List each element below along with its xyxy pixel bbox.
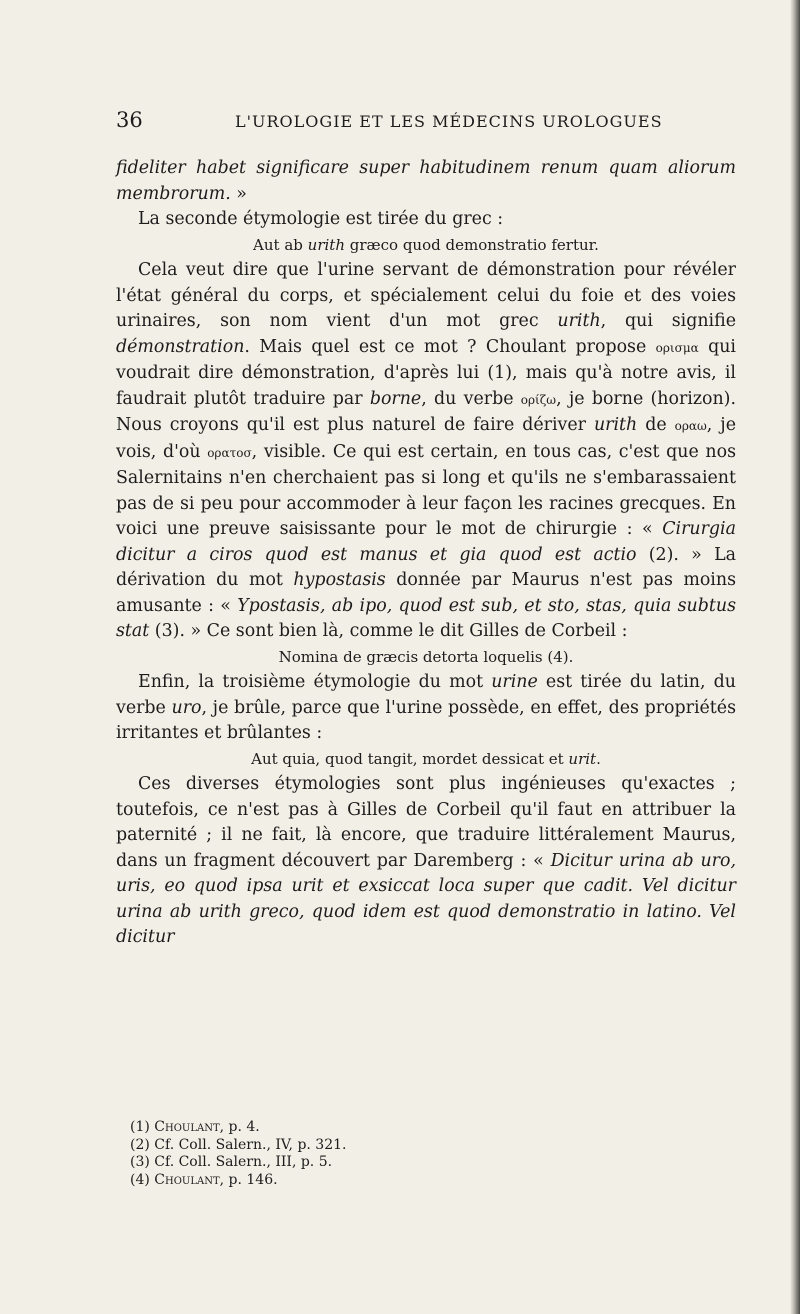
term-uro: uro: [171, 697, 202, 718]
verse-text: Aut quia, quod tangit, mordet dessicat et: [251, 749, 569, 768]
text-run: est tirée du latin, du verbe: [116, 672, 736, 718]
greek-word: ορίζω: [520, 392, 557, 407]
text-run: , je brûle, parce que l'urine possède, en effet, des propriétés irritantes et brûlantes :: [116, 697, 737, 743]
paragraph-3: [116, 258, 736, 645]
verse-word: urith: [307, 235, 345, 254]
footnote: [130, 1154, 690, 1172]
paragraph-4: [116, 670, 736, 747]
text-run: donnée par Maurus n'est pas moins amusante : «: [116, 570, 736, 616]
verse-quote-2: Nomina de græcis detorta loquelis (4).: [278, 647, 574, 666]
body-text: [116, 156, 736, 951]
term-hypostasis: hypostasis: [293, 570, 386, 590]
footnote-number: (3): [130, 1154, 150, 1170]
verse-quote-1: [116, 233, 736, 259]
greek-word: ορισμα: [655, 340, 699, 355]
text-run: de: [637, 415, 675, 435]
verse-word: urit: [568, 749, 597, 768]
page-number: 36: [116, 108, 143, 132]
page-header: [116, 108, 736, 138]
footnote-text: Cf. Coll. Salern., III, p. 5.: [154, 1154, 333, 1170]
footnote-text: Cf. Coll. Salern., IV, p. 321.: [154, 1136, 347, 1153]
paragraph-5: [116, 772, 736, 951]
term-urith: urith: [557, 311, 601, 331]
paragraph-1: [116, 156, 736, 207]
verse-text: Aut ab: [253, 235, 308, 254]
footnote-author: Choulant: [154, 1119, 220, 1135]
quote-close: »: [230, 183, 247, 204]
latin-quote: Dicitur urina ab uro, uris, eo quod ipsa urit et exsiccat loca super que cadit. Vel dicitur urina ab urith greco, quod idem est quod demonstratio in latino. Vel dicitur: [116, 850, 736, 947]
text-run: Cela veut dire que l'urine servant de démonstration pour révéler l'état général du corps, et spécialement celui du foie et des voies urinaires, son nom vient d'un mot grec: [116, 260, 736, 331]
text-run: , je vois, d'où: [116, 415, 736, 462]
text-run: Enfin, la troisième étymologie du mot: [138, 672, 492, 692]
paragraph-2: La seconde étymologie est tirée du grec :: [138, 209, 504, 229]
text-run: . Mais quel est ce mot ? Choulant propose: [244, 336, 656, 357]
footnote: [130, 1137, 690, 1155]
footnote-number: (1): [130, 1119, 150, 1135]
verse-text: .: [596, 749, 601, 768]
footnote-number: (2): [130, 1136, 150, 1153]
footnote: [130, 1119, 690, 1137]
running-title: L'UROLOGIE ET LES MÉDECINS UROLOGUES: [235, 112, 663, 131]
text-run: , du verbe: [421, 388, 521, 409]
latin-quote: Ypostasis, ab ipo, quod est sub, et sto, stas, quia subtus stat: [116, 595, 736, 641]
term-borne: borne: [369, 388, 422, 409]
footnotes: [130, 1119, 690, 1189]
page-edge-shadow: [790, 0, 800, 1314]
verse-quote-3: [116, 747, 736, 773]
verse-text: græco quod demonstratio fertur.: [344, 235, 599, 254]
term-urith: urith: [593, 415, 638, 435]
latin-quote: fideliter habet significare super habitudinem renum quam aliorum membrorum.: [116, 158, 736, 204]
footnote-text: , p. 146.: [219, 1171, 278, 1188]
footnote-text: , p. 4.: [219, 1119, 260, 1135]
footnote: [130, 1172, 690, 1190]
term-urine: urine: [491, 672, 538, 692]
text-run: (3). » Ce sont bien là, comme le dit Gilles de Corbeil :: [149, 621, 628, 641]
text-run: (2). » La dérivation du mot: [116, 544, 737, 590]
latin-quote: Cirurgia dicitur a ciros quod est manus et gia quod est actio: [116, 519, 736, 565]
footnote-author: Choulant: [154, 1171, 220, 1188]
text-run: , visible. Ce qui est certain, en tous cas, c'est que nos Salernitains n'en cherchaient pas si long et qu'ils ne s'embarassaient pas de si peu pour accommoder à leur façon les racines grecques. En voici une preuve saisissante pour le mot de chirurgie : «: [116, 441, 736, 539]
footnote-number: (4): [130, 1171, 150, 1188]
greek-word: οραω: [674, 419, 707, 433]
term-demonstration: démonstration: [116, 336, 245, 357]
text-run: , qui signifie: [600, 311, 736, 331]
text-run: Ces diverses étymologies sont plus ingénieuses qu'exactes ; toutefois, ce n'est pas à Gilles de Corbeil qu'il faut en attribuer la paternité ; il ne fait, là encore, que traduire littéralement Maurus, dans un fragment découvert par Daremberg : «: [116, 774, 736, 871]
text-run: , je borne (horizon). Nous croyons qu'il est plus naturel de faire dériver: [116, 388, 736, 435]
text-run: qui voudrait dire démonstration, d'après lui (1), mais qu'à notre avis, il faudrait plutôt traduire par: [116, 336, 736, 409]
greek-word: ορατοσ: [207, 445, 252, 460]
